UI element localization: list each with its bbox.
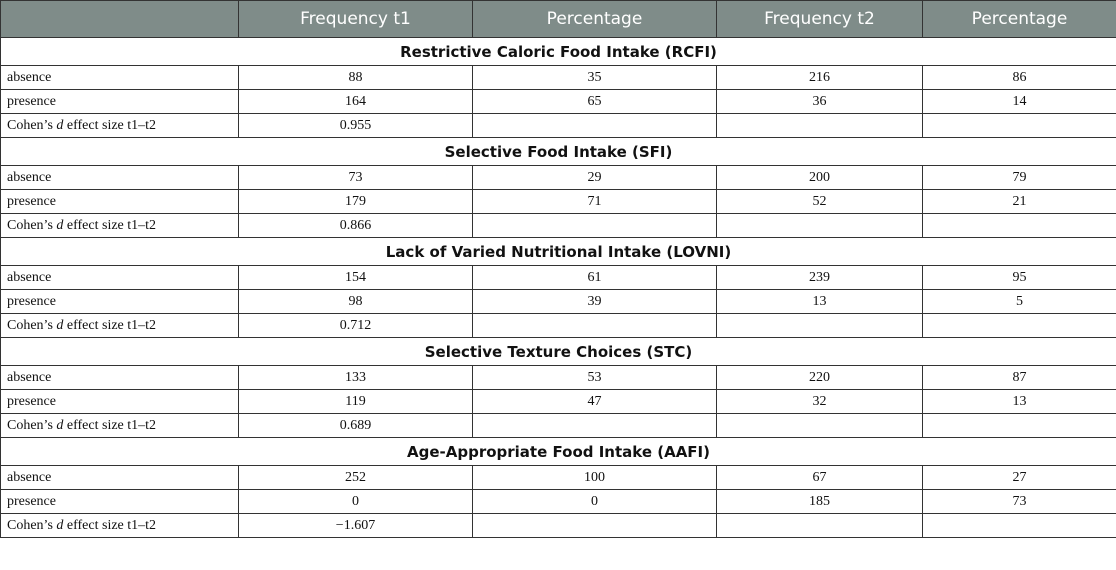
table-cell: 133 xyxy=(239,366,473,390)
table-row-presence xyxy=(1,490,1116,514)
table-cell: 67 xyxy=(717,466,923,490)
row-label: absence xyxy=(1,166,239,190)
effect-size-label xyxy=(1,414,239,438)
table-cell: 36 xyxy=(717,90,923,114)
empty-cell xyxy=(473,414,717,438)
table-cell: 179 xyxy=(239,190,473,214)
section-title: Age-Appropriate Food Intake (AAFI) xyxy=(1,438,1116,466)
table-cell: 27 xyxy=(923,466,1116,490)
effect-size-value: 0.712 xyxy=(239,314,473,338)
effect-label-prefix: Cohen’s xyxy=(7,317,57,333)
table-cell: 200 xyxy=(717,166,923,190)
table-row-effect-size xyxy=(1,114,1116,138)
table-cell: 100 xyxy=(473,466,717,490)
table-cell: 73 xyxy=(923,490,1116,514)
effect-size-value: 0.955 xyxy=(239,114,473,138)
table-row-absence xyxy=(1,166,1116,190)
effect-label-suffix: effect size t1–t2 xyxy=(63,517,157,533)
table-cell: 65 xyxy=(473,90,717,114)
table-row-presence xyxy=(1,390,1116,414)
effect-label-prefix: Cohen’s xyxy=(7,417,57,433)
effect-label-prefix: Cohen’s xyxy=(7,517,57,533)
effect-label-d: d xyxy=(56,217,64,233)
effect-label-d: d xyxy=(56,517,64,533)
table-cell: 185 xyxy=(717,490,923,514)
empty-cell xyxy=(923,414,1116,438)
empty-cell xyxy=(473,214,717,238)
effect-label-d: d xyxy=(56,317,64,333)
effect-size-value: 0.866 xyxy=(239,214,473,238)
row-label: absence xyxy=(1,66,239,90)
section-title: Restrictive Caloric Food Intake (RCFI) xyxy=(1,38,1116,66)
table-row-absence xyxy=(1,266,1116,290)
effect-size-label xyxy=(1,214,239,238)
table-cell: 61 xyxy=(473,266,717,290)
table-body xyxy=(1,38,1116,538)
empty-cell xyxy=(717,314,923,338)
effect-size-label xyxy=(1,514,239,538)
table-cell: 71 xyxy=(473,190,717,214)
table-cell: 52 xyxy=(717,190,923,214)
table-cell: 79 xyxy=(923,166,1116,190)
table-cell: 21 xyxy=(923,190,1116,214)
empty-cell xyxy=(923,314,1116,338)
section-title: Selective Food Intake (SFI) xyxy=(1,138,1116,166)
header-percentage-t1: Percentage xyxy=(473,1,717,38)
section-title: Selective Texture Choices (STC) xyxy=(1,338,1116,366)
effect-label-suffix: effect size t1–t2 xyxy=(63,417,157,433)
effect-label-suffix: effect size t1–t2 xyxy=(63,117,157,133)
empty-cell xyxy=(923,514,1116,538)
empty-cell xyxy=(717,514,923,538)
table-row-effect-size xyxy=(1,414,1116,438)
section-header-row xyxy=(1,38,1116,66)
row-label: absence xyxy=(1,366,239,390)
empty-cell xyxy=(717,114,923,138)
row-label: presence xyxy=(1,390,239,414)
effect-label-suffix: effect size t1–t2 xyxy=(63,217,157,233)
table-cell: 154 xyxy=(239,266,473,290)
empty-cell xyxy=(473,114,717,138)
effect-label-suffix: effect size t1–t2 xyxy=(63,317,157,333)
table-cell: 87 xyxy=(923,366,1116,390)
effect-label-d: d xyxy=(56,117,64,133)
header-blank xyxy=(1,1,239,38)
table-cell: 14 xyxy=(923,90,1116,114)
section-title: Lack of Varied Nutritional Intake (LOVNI) xyxy=(1,238,1116,266)
effect-size-value: 0.689 xyxy=(239,414,473,438)
effect-label-d: d xyxy=(56,417,64,433)
table-cell: 35 xyxy=(473,66,717,90)
table-row-presence xyxy=(1,90,1116,114)
header-frequency-t2: Frequency t2 xyxy=(717,1,923,38)
table-cell: 0 xyxy=(239,490,473,514)
section-header-row xyxy=(1,338,1116,366)
empty-cell xyxy=(473,314,717,338)
table-cell: 39 xyxy=(473,290,717,314)
table-row-absence xyxy=(1,366,1116,390)
table-cell: 0 xyxy=(473,490,717,514)
table-cell: 95 xyxy=(923,266,1116,290)
table-row-effect-size xyxy=(1,514,1116,538)
effect-size-value: −1.607 xyxy=(239,514,473,538)
table-cell: 164 xyxy=(239,90,473,114)
empty-cell xyxy=(923,214,1116,238)
effect-size-label xyxy=(1,114,239,138)
empty-cell xyxy=(717,214,923,238)
table-cell: 88 xyxy=(239,66,473,90)
row-label: presence xyxy=(1,190,239,214)
empty-cell xyxy=(473,514,717,538)
empty-cell xyxy=(717,414,923,438)
row-label: presence xyxy=(1,290,239,314)
section-header-row xyxy=(1,238,1116,266)
table-row-absence xyxy=(1,66,1116,90)
section-header-row xyxy=(1,438,1116,466)
table-cell: 216 xyxy=(717,66,923,90)
effect-label-prefix: Cohen’s xyxy=(7,117,57,133)
table-row-absence xyxy=(1,466,1116,490)
table-row-effect-size xyxy=(1,214,1116,238)
table-cell: 86 xyxy=(923,66,1116,90)
table-cell: 13 xyxy=(717,290,923,314)
table-cell: 239 xyxy=(717,266,923,290)
row-label: absence xyxy=(1,266,239,290)
row-label: absence xyxy=(1,466,239,490)
table-cell: 98 xyxy=(239,290,473,314)
section-header-row xyxy=(1,138,1116,166)
table-cell: 32 xyxy=(717,390,923,414)
header-row xyxy=(1,1,1116,38)
table-row-presence xyxy=(1,190,1116,214)
table-cell: 29 xyxy=(473,166,717,190)
effect-size-label xyxy=(1,314,239,338)
table-row-effect-size xyxy=(1,314,1116,338)
table-cell: 5 xyxy=(923,290,1116,314)
table-cell: 73 xyxy=(239,166,473,190)
table-cell: 53 xyxy=(473,366,717,390)
row-label: presence xyxy=(1,490,239,514)
table-cell: 252 xyxy=(239,466,473,490)
table-cell: 119 xyxy=(239,390,473,414)
empty-cell xyxy=(923,114,1116,138)
table-cell: 13 xyxy=(923,390,1116,414)
row-label: presence xyxy=(1,90,239,114)
header-frequency-t1: Frequency t1 xyxy=(239,1,473,38)
table-cell: 47 xyxy=(473,390,717,414)
header-percentage-t2: Percentage xyxy=(923,1,1116,38)
table-cell: 220 xyxy=(717,366,923,390)
table-row-presence xyxy=(1,290,1116,314)
effect-label-prefix: Cohen’s xyxy=(7,217,57,233)
